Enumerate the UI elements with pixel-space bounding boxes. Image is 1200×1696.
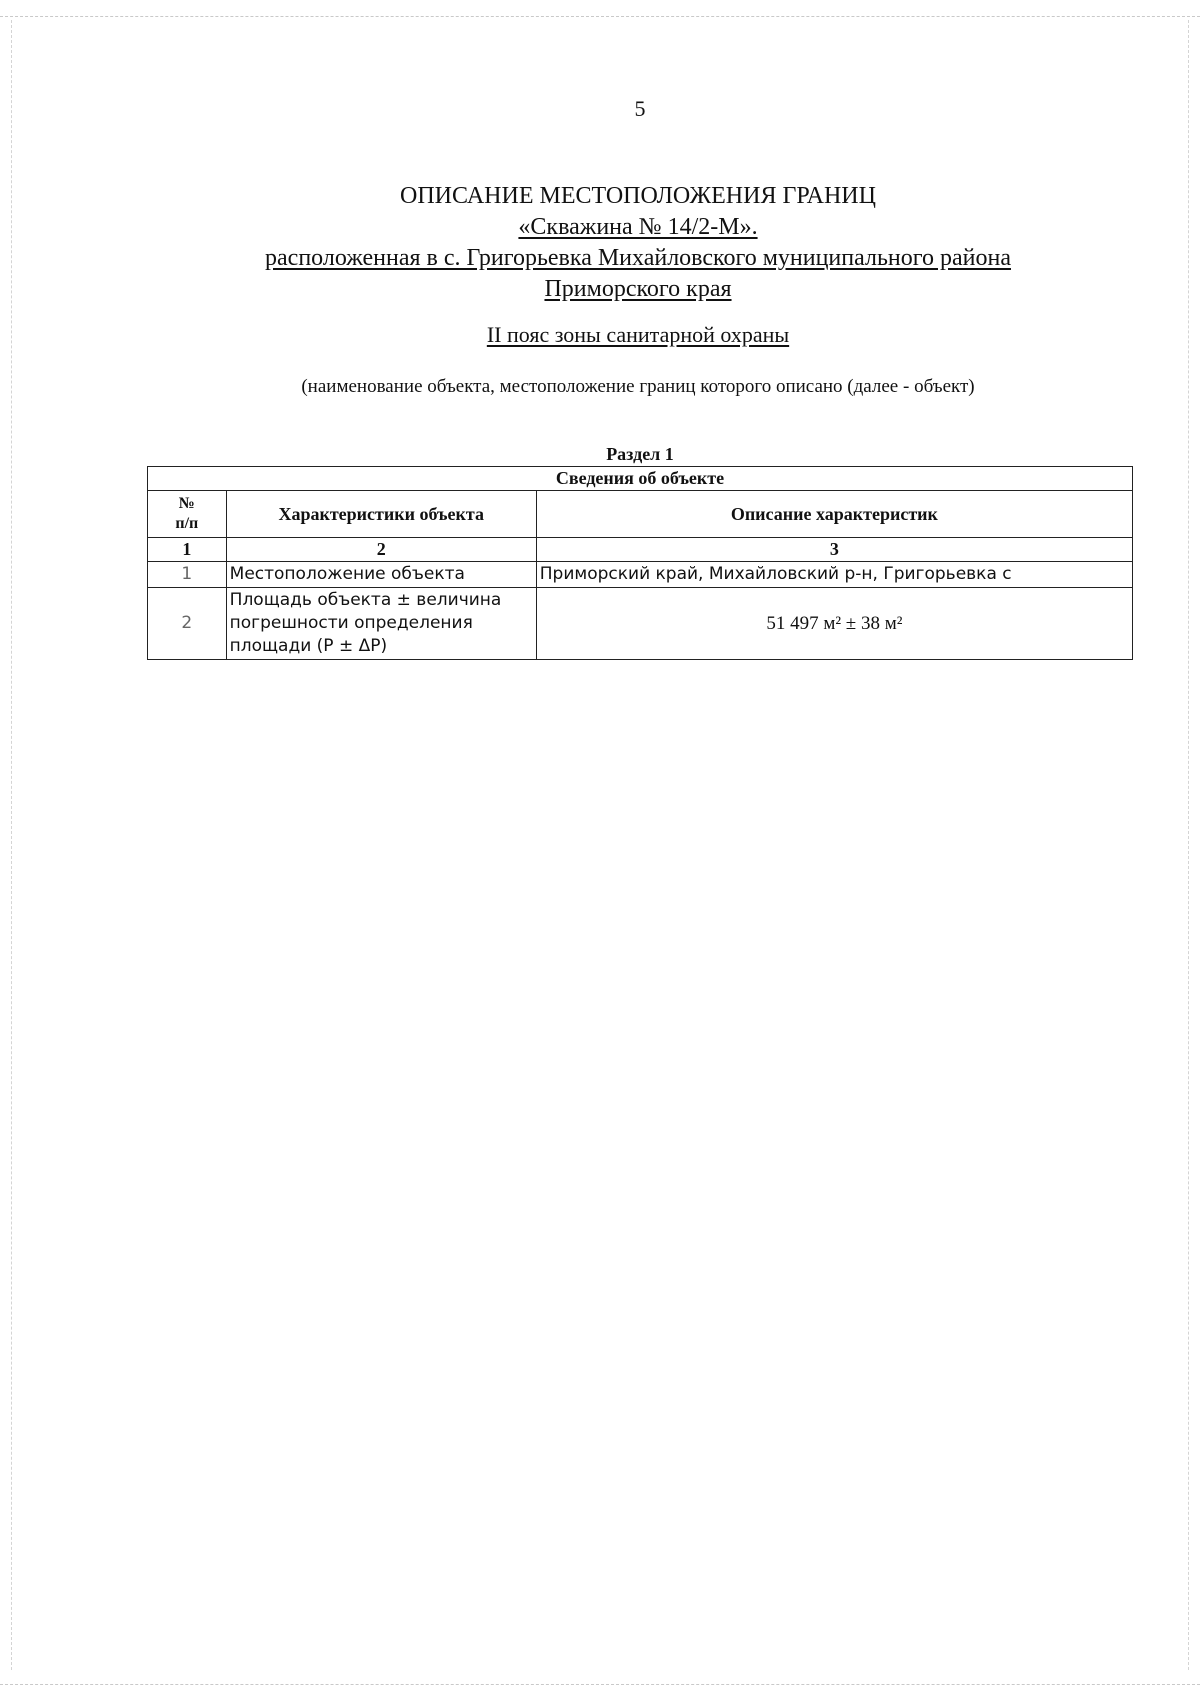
title-line-1: ОПИСАНИЕ МЕСТОПОЛОЖЕНИЯ ГРАНИЦ xyxy=(400,183,876,209)
scan-edge-right xyxy=(1188,20,1189,1670)
title-line-2 xyxy=(238,212,1038,243)
row-value: Приморский край, Михайловский р-н, Григорьевка с xyxy=(536,562,1132,588)
header-characteristics: Характеристики объекта xyxy=(226,491,536,538)
table-row xyxy=(148,562,1133,588)
header-number-abbr: п/п xyxy=(175,515,199,532)
index-cell-3: 3 xyxy=(536,538,1132,562)
zone-name: II пояс зоны санитарной охраны xyxy=(486,322,790,347)
row-value: 51 497 м² ± 38 м² xyxy=(536,588,1132,660)
scan-edge-top xyxy=(0,16,1200,17)
page-number: 5 xyxy=(634,96,646,121)
table-caption-row xyxy=(148,467,1133,491)
header-description: Описание характеристик xyxy=(536,491,1132,538)
title-line-3 xyxy=(238,243,1038,274)
table-index-row xyxy=(148,538,1133,562)
row-characteristic xyxy=(226,588,536,660)
title-line-4 xyxy=(238,274,1038,305)
object-info-table xyxy=(147,466,1133,660)
table-row xyxy=(148,588,1133,660)
document-title xyxy=(238,181,1038,305)
region-line: Приморского края xyxy=(544,276,732,302)
row-characteristic: Местоположение объекта xyxy=(226,562,536,588)
header-number xyxy=(148,491,227,538)
characteristic-line-3: площади (Р ± ΔР) xyxy=(229,636,388,656)
index-cell-1: 1 xyxy=(148,538,227,562)
section-title: Раздел 1 xyxy=(606,444,674,464)
characteristic-line-1: Площадь объекта ± величина xyxy=(229,590,502,610)
table-caption: Сведения об объекте xyxy=(148,467,1133,491)
header-number-sign: № xyxy=(178,495,195,512)
well-name: «Скважина № 14/2-М». xyxy=(518,214,758,240)
row-number: 2 xyxy=(148,588,227,660)
row-number: 1 xyxy=(148,562,227,588)
zone-title xyxy=(238,322,1038,348)
index-cell-2: 2 xyxy=(226,538,536,562)
location-line: расположенная в с. Григорьевка Михайловского муниципального района xyxy=(265,245,1011,271)
object-note: (наименование объекта, местоположение границ которого описано (далее - объект) xyxy=(301,376,975,397)
scan-edge-left xyxy=(11,20,12,1670)
scan-edge-bottom xyxy=(0,1684,1200,1685)
characteristic-line-2: погрешности определения xyxy=(229,613,473,633)
table-header-row xyxy=(148,491,1133,538)
